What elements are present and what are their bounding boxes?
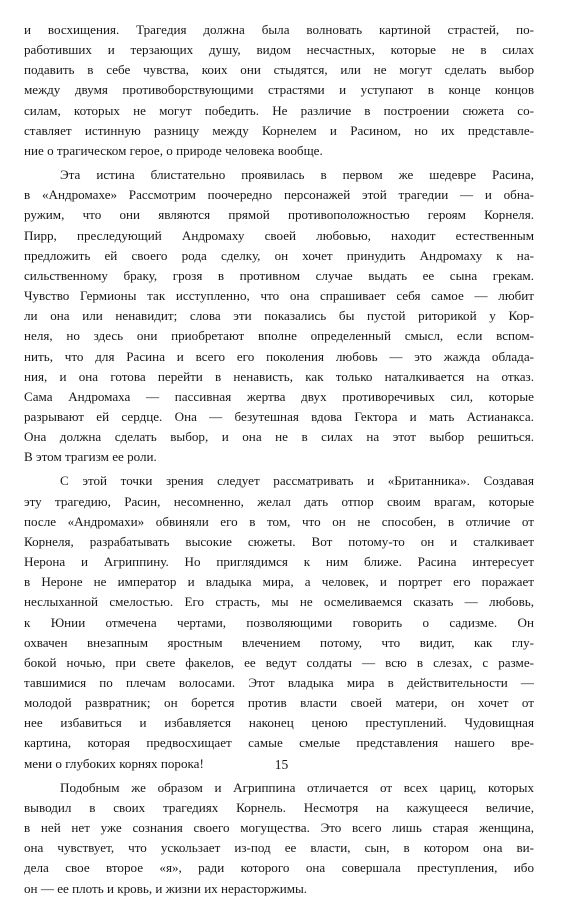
text-line: ли она или ненавидит; слова эти показались бы пустой риторикой у Кор- xyxy=(24,308,534,324)
text-line: эту трагедию, Расин, несомненно, желал дать отпор своим врагам, которые xyxy=(24,493,534,509)
text-line: ние о трагическом герое, о природе человека вообще. xyxy=(24,142,323,158)
text-line: В этом трагизм ее роли. xyxy=(24,449,157,465)
text-line: дела свое второе «я», ради которого она совершала преступления, ибо xyxy=(24,860,534,876)
text-line: Корнеля, разрабатывать высокие сюжеты. Вот потому-то он и сталкивает xyxy=(24,533,534,549)
text-line: в «Андромахе» Рассмотрим поочередно персонажей этой трагедии — и обна- xyxy=(24,187,534,203)
text-line: Нерона и Агриппину. Но приглядимся к ним ближе. Расина интересует xyxy=(24,554,534,570)
text-line: подавить в себе чувства, коих они стыдятся, или не могут сделать выбор xyxy=(24,62,534,78)
text-line: охвачен внезапным яростным влечением потому, что видит, как глу- xyxy=(24,634,534,650)
text-line: нить, что для Расина и всего его поколения любовь — это жажда облада- xyxy=(24,348,534,364)
text-line: С этой точки зрения следует рассматривать и «Британника». Создавая xyxy=(60,473,534,489)
text-line: Пирр, преследующий Андромаху своей любовью, находит естественным xyxy=(24,227,534,243)
text-line: и восхищения. Трагедия должна была волновать картиной страстей, по- xyxy=(24,22,534,37)
text-line: он — ее плоть и кровь, и жизни их нерасторжимы. xyxy=(24,880,308,896)
text-line: предложить ей своего рода сделку, он хочет принудить Андромаху к на- xyxy=(24,247,534,263)
text-line: Подобным же образом и Агриппина отличается от всех цариц, которых xyxy=(60,779,534,795)
text-line: в ней нет уже сознания своего могущества. Это всего лишь старая женщина, xyxy=(24,820,534,836)
text-line: в Нероне не император и владыка мира, а человек, и портрет его поражает xyxy=(24,574,534,590)
text-line: выводил в своих трагедиях Корнель. Несмотря на кажущееся величие, xyxy=(24,799,534,815)
text-line: разрывают ей сердце. Она — безутешная вдова Гектора и мать Астианакса. xyxy=(24,408,534,424)
text-line: после «Андромахи» обвиняли его в том, что он не способен, в отличие от xyxy=(24,513,534,529)
text-line: силам, которых не могут победить. Не различие в построении сюжета со- xyxy=(24,102,534,118)
text-line: Она должна сделать выбор, и она не в силах на этот выбор решиться. xyxy=(24,429,534,445)
text-line: работивших и терзающих душу, видом несчастных, которые не в силах xyxy=(24,42,534,58)
paragraph xyxy=(24,471,534,773)
text-line: Чувство Гермионы так исступленно, что она спрашивает себя самое — любит xyxy=(24,288,534,304)
text-line: неля, но здесь они приобретают вполне определенный смысл, если вспом- xyxy=(24,328,534,344)
page-number: 15 xyxy=(274,757,289,772)
paragraph xyxy=(24,778,534,899)
text-line: картина, которая предвосхищает самые смелые представления нашего вре- xyxy=(24,735,534,751)
text-line: ния, и она готова перейти в ненависть, как только наталкивается на отказ. xyxy=(24,368,534,384)
paragraph xyxy=(24,20,534,161)
text-line: молодой развратник; он борется против власти своей матери, он хочет от xyxy=(24,695,534,711)
text-line: неслыханной смелостью. Его страсть, мы не осмеливаемся сказать — любовь, xyxy=(24,594,534,610)
text-line: Эта истина блистательно проявилась в первом же шедевре Расина, xyxy=(60,167,534,183)
text-line: к Юнии отмечена чертами, позволяющими говорить о садизме. Он xyxy=(24,614,534,630)
text-line: ружим, что они являются прямой противоположностью героям Корнеля. xyxy=(24,207,534,223)
text-line: сильственному браку, грозя в противном случае выдать ее сына грекам. xyxy=(24,267,534,283)
text-line: Сама Андромаха — пассивная жертва двух противоречивых сил, которые xyxy=(24,388,534,404)
text-line: ставляет истинную разницу между Корнелем и Расином, но их представле- xyxy=(24,122,534,138)
text-line: нее избавиться и избавляется наконец ценою преступлений. Чудовищная xyxy=(24,715,534,731)
text-line: тавшимися по плечам волосами. Этот владыка мира в действительности — xyxy=(24,675,534,690)
text-line: она чувствует, что ускользает из-под ее власти, сын, в котором она ви- xyxy=(24,840,534,856)
text-line: мени о глубоких корнях порока! xyxy=(24,755,204,771)
paragraph xyxy=(24,165,534,467)
text-line: между двумя противоборствующими страстями и уступают в конце концов xyxy=(24,82,534,98)
text-line: бокой ночью, при свете факелов, ее ведут солдаты — всю в слезах, с разме- xyxy=(24,654,534,670)
